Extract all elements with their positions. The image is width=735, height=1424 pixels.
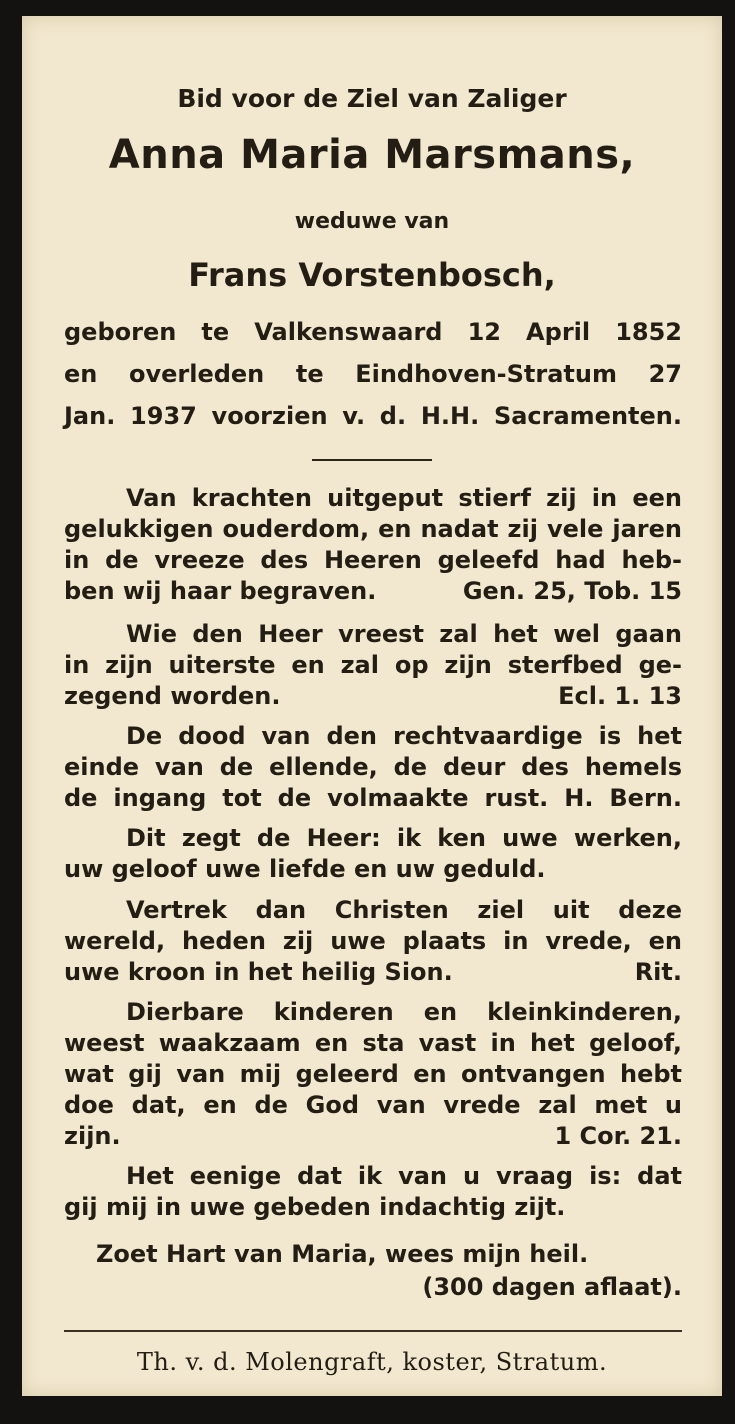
printer-credit: Th. v. d. Molengraft, koster, Stratum.: [136, 1348, 608, 1376]
scripture-reference: 1 Cor. 21.: [554, 1122, 682, 1150]
text-line: einde van de ellende, de deur des hemels: [64, 753, 682, 781]
text-line: uw geloof uwe liefde en uw geduld.: [64, 855, 546, 883]
separator-line: [312, 459, 432, 461]
indulgence-note: (300 dagen aflaat).: [422, 1273, 682, 1301]
widow-of-line: weduwe van: [294, 209, 450, 234]
text-fragment: zegend worden.: [64, 682, 281, 710]
husband-name: Frans Vorstenbosch,: [188, 256, 556, 294]
text-line-with-reference: [64, 680, 682, 712]
text-line: De dood van den rechtvaardige is het: [126, 722, 682, 750]
memorial-card: [22, 16, 722, 1396]
text-line: weest waakzaam en sta vast in het geloof,: [64, 1029, 682, 1057]
text-line: Dit zegt de Heer: ik ken uwe werken,: [126, 824, 682, 852]
text-line: in zijn uiterste en zal op zijn sterfbed ge-: [64, 651, 682, 679]
source-reference: Rit.: [634, 958, 682, 986]
text-line: doe dat, en de God van vrede zal met u: [64, 1091, 682, 1119]
text-line: in de vreeze des Heeren geleefd had heb-: [64, 546, 682, 574]
text-line: wat gij van mij geleerd en ontvangen hebt: [64, 1060, 682, 1088]
text-fragment: ben wij haar begraven.: [64, 577, 377, 605]
text-line: de ingang tot de volmaakte rust. H. Bern.: [64, 784, 682, 812]
text-line: Vertrek dan Christen ziel uit deze: [126, 896, 682, 924]
footer-rule: [64, 1330, 682, 1332]
opening-line: Bid voor de Ziel van Zaliger: [177, 84, 567, 113]
scripture-reference: Ecl. 1. 13: [558, 682, 682, 710]
text-line-with-reference: [64, 1120, 682, 1152]
text-fragment: uwe kroon in het heilig Sion.: [64, 958, 453, 986]
birth-line: geboren te Valkenswaard 12 April 1852: [64, 318, 682, 346]
text-line: Wie den Heer vreest zal het wel gaan: [126, 620, 682, 648]
sacraments-line: Jan. 1937 voorzien v. d. H.H. Sacramenten.: [64, 402, 682, 430]
text-line: wereld, heden zij uwe plaats in vrede, en: [64, 927, 682, 955]
text-line: Dierbare kinderen en kleinkinderen,: [126, 998, 682, 1026]
text-line: gelukkigen ouderdom, en nadat zij vele jaren: [64, 515, 682, 543]
text-line: Van krachten uitgeput stierf zij in een: [126, 484, 682, 512]
scripture-reference: Gen. 25, Tob. 15: [462, 577, 682, 605]
text-line: Het eenige dat ik van u vraag is: dat: [126, 1162, 682, 1190]
text-fragment: zijn.: [64, 1122, 121, 1150]
text-line-with-reference: [64, 575, 682, 607]
text-line-with-reference: [64, 956, 682, 988]
closing-prayer: Zoet Hart van Maria, wees mijn heil.: [96, 1240, 589, 1268]
deceased-name: Anna Maria Marsmans,: [108, 132, 636, 178]
text-line: gij mij in uwe gebeden indachtig zijt.: [64, 1193, 566, 1221]
death-line: en overleden te Eindhoven-Stratum 27: [64, 360, 682, 388]
